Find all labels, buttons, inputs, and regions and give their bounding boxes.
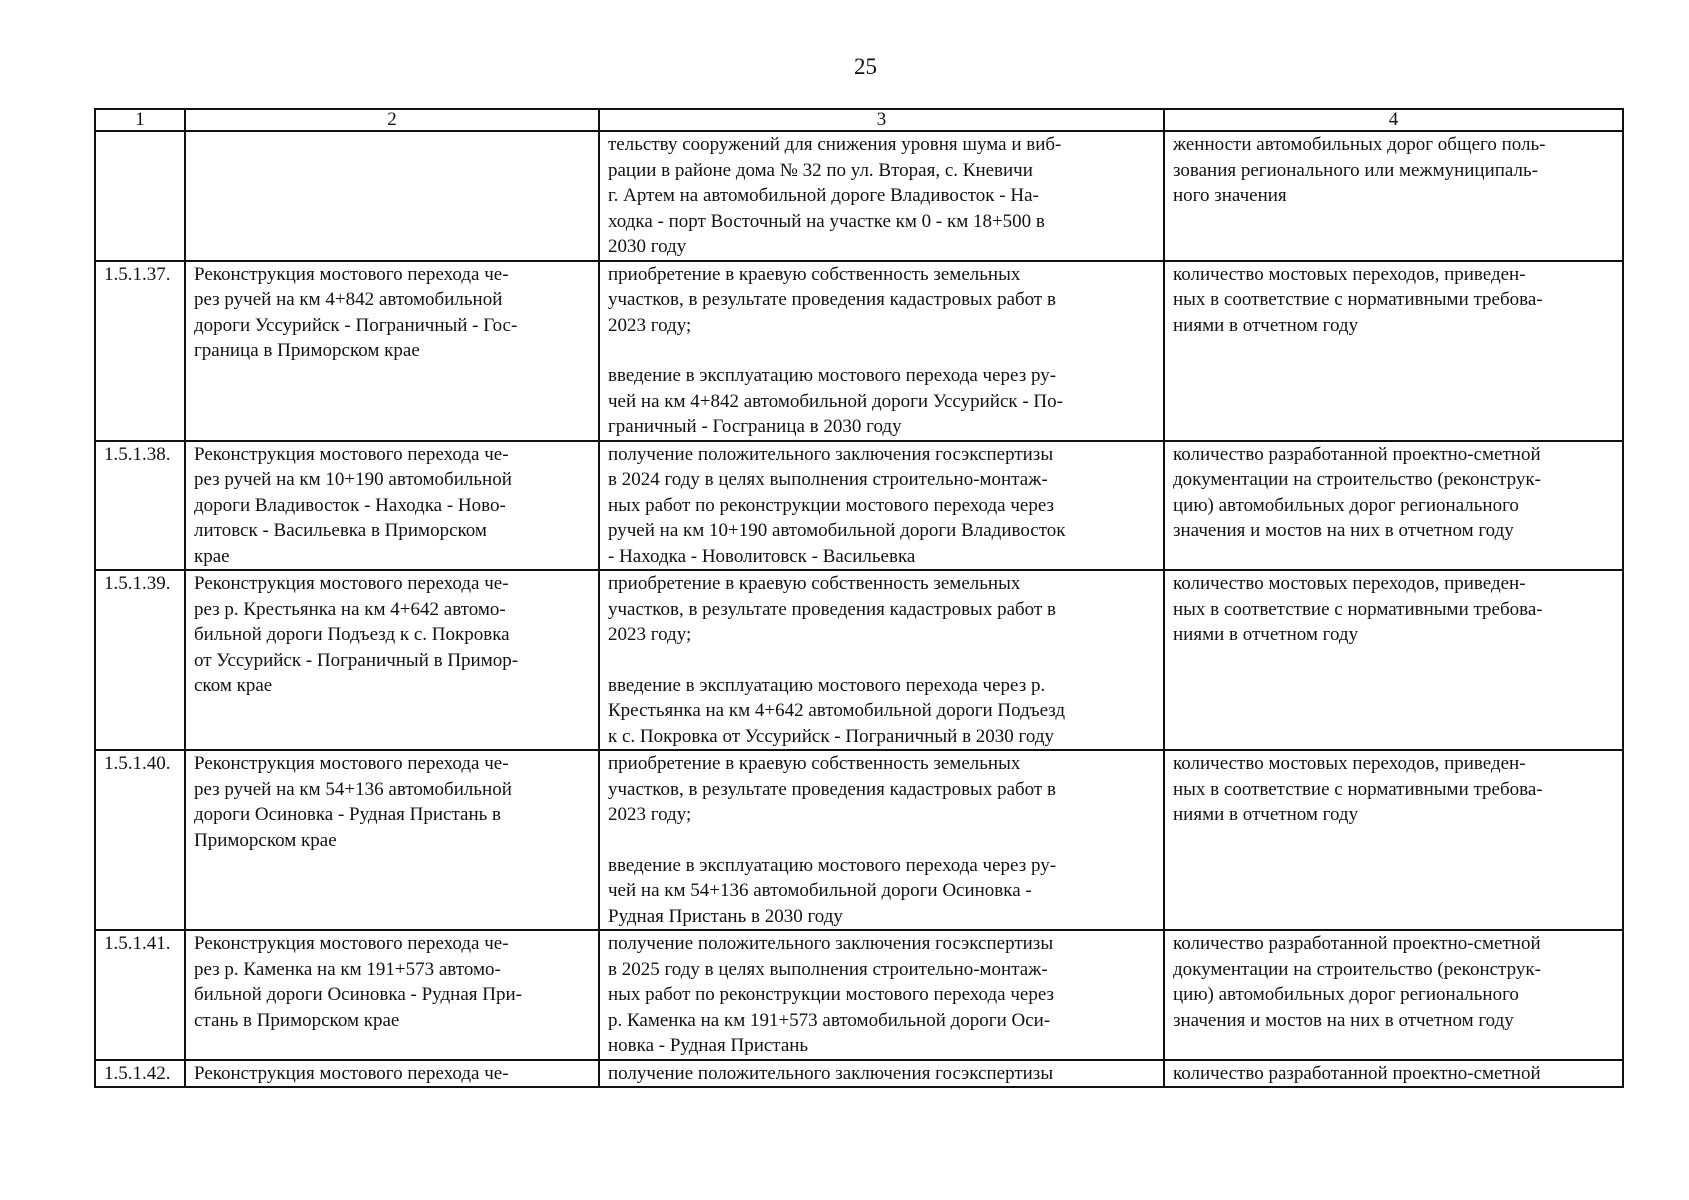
indicator-cell-text: количество разработанной проектно-сметной документации на строительство (реконструк- цию) автомобильных дорог регионального значения и мостов на них в отчетном году [1173,933,1541,1031]
indicator-cell-text: количество мостовых переходов, приведен- ных в соответствие с нормативными требова- ниями в отчетном году [1173,263,1543,336]
expected-result-paragraph: введение в эксплуатацию мостового перехода через ру- чей на км 4+842 автомобильной дороги Уссурийск - По- граничный - Госграница в 2030 году [608,365,1063,437]
expected-result-cell [599,1060,1164,1088]
expected-result-cell [599,441,1164,571]
table-row [95,570,1623,750]
table-body [95,109,1623,1087]
expected-result-paragraph: введение в эксплуатацию мостового перехода через ру- чей на км 54+136 автомобильной дороги Осиновка - Рудная Пристань в 2030 году [608,854,1057,927]
measure-name-cell [185,750,599,930]
measure-number-cell-text: 1.5.1.37. [104,263,171,285]
measure-number-cell [95,131,185,261]
measure-number-cell-text: 1.5.1.38. [104,443,171,465]
indicator-cell [1164,750,1623,930]
indicator-cell [1164,131,1623,261]
expected-result-cell [599,570,1164,750]
expected-result-paragraph: получение положительного заключения госэкспертизы [608,1062,1054,1084]
expected-result-paragraph: приобретение в краевую собственность земельных участков, в результате проведения кадастровых работ в 2023 году; [608,753,1056,825]
measure-number-cell [95,570,185,750]
expected-result-paragraph: тельству сооружений для снижения уровня шума и виб- рации в районе дома № 32 по ул. Вторая, с. Кневичи г. Артем на автомобильной дороге Владивосток - На- ходка - порт Восточный на участке км 0 - км 18+500 в 2030 году [608,134,1062,257]
measure-name-cell [185,441,599,571]
measure-name-cell-text: Реконструкция мостового перехода че- [194,1062,509,1084]
table-row [95,441,1623,571]
expected-result-cell [599,930,1164,1060]
measure-number-cell-text: 1.5.1.40. [104,753,171,774]
indicator-cell [1164,570,1623,750]
table-row [95,750,1623,930]
expected-result-cell [599,261,1164,441]
table-row [95,131,1623,261]
measure-number-cell [95,1060,185,1088]
measure-name-cell [185,930,599,1060]
measure-number-cell-text: 1.5.1.42. [104,1062,171,1084]
measure-name-cell-text: Реконструкция мостового перехода че- рез р. Каменка на км 191+573 автомо- бильной дороги Осиновка - Рудная При- стань в Приморском крае [194,933,522,1031]
header-cell: 1 [95,109,185,131]
expected-result-paragraph: получение положительного заключения госэкспертизы в 2025 году в целях выполнения строительно-монтаж- ных работ по реконструкции мостового перехода через р. Каменка на км 191+573 автомобильной дороги Оси- новка - Рудная Пристань [608,933,1054,1056]
table-row [95,1060,1623,1088]
indicator-cell-text: количество мостовых переходов, приведен- ных в соответствие с нормативными требова- ниями в отчетном году [1173,753,1543,825]
header-cell: 3 [599,109,1164,131]
indicator-cell [1164,261,1623,441]
indicator-cell [1164,1060,1623,1088]
measure-number-cell [95,261,185,441]
expected-result-paragraph: приобретение в краевую собственность земельных участков, в результате проведения кадастровых работ в 2023 году; [608,573,1056,645]
table-row [95,261,1623,441]
measure-number-cell [95,441,185,571]
indicator-cell-text: количество мостовых переходов, приведен- ных в соответствие с нормативными требова- ниями в отчетном году [1173,573,1543,645]
expected-result-paragraph: приобретение в краевую собственность земельных участков, в результате проведения кадастровых работ в 2023 году; [608,263,1056,336]
measure-name-cell [185,261,599,441]
measure-number-cell [95,930,185,1060]
measure-name-cell [185,1060,599,1088]
header-cell: 4 [1164,109,1623,131]
measure-number-cell-text: 1.5.1.39. [104,573,171,594]
measure-number-cell [95,750,185,930]
expected-result-paragraph: получение положительного заключения госэкспертизы в 2024 году в целях выполнения строительно-монтаж- ных работ по реконструкции мостового перехода через ручей на км 10+190 автомобильной дороги Владивосток - Находка - Новолитовск - Васильевка [608,443,1066,567]
measure-name-cell [185,570,599,750]
indicator-cell-text: количество разработанной проектно-сметной документации на строительство (реконструк- цию) автомобильных дорог регионального значения и мостов на них в отчетном году [1173,443,1541,541]
expected-result-paragraph: введение в эксплуатацию мостового перехода через р. Крестьянка на км 4+642 автомобильной дороги Подъезд к с. Покровка от Уссурийск - Пограничный в 2030 году [608,674,1066,747]
indicator-cell-text: количество разработанной проектно-сметной [1173,1062,1541,1084]
table-header-row [95,109,1623,131]
measure-name-cell-text: Реконструкция мостового перехода че- рез р. Крестьянка на км 4+642 автомо- бильной дороги Подъезд к с. Покровка от Уссурийск - Пограничный в Примор- ском крае [194,573,519,696]
expected-result-cell [599,131,1164,261]
measure-name-cell-text: Реконструкция мостового перехода че- рез ручей на км 10+190 автомобильной дороги Владивосток - Находка - Ново- литовск - Васильевка в Приморском крае [194,443,512,567]
page-number: 25 [854,54,877,79]
measure-name-cell-text: Реконструкция мостового перехода че- рез ручей на км 4+842 автомобильной дороги Уссурийск - Пограничный - Гос- граница в Приморском крае [194,263,518,361]
measure-name-cell-text: Реконструкция мостового перехода че- рез ручей на км 54+136 автомобильной дороги Осиновка - Рудная Пристань в Приморском крае [194,753,512,851]
expected-result-cell [599,750,1164,930]
measure-number-cell-text: 1.5.1.41. [104,933,171,954]
indicator-cell [1164,930,1623,1060]
measures-table [94,108,1624,1088]
header-cell: 2 [185,109,599,131]
indicator-cell-text: женности автомобильных дорог общего поль- зования регионального или межмуниципаль- ного значения [1173,134,1546,206]
measure-name-cell [185,131,599,261]
table-row [95,930,1623,1060]
indicator-cell [1164,441,1623,571]
